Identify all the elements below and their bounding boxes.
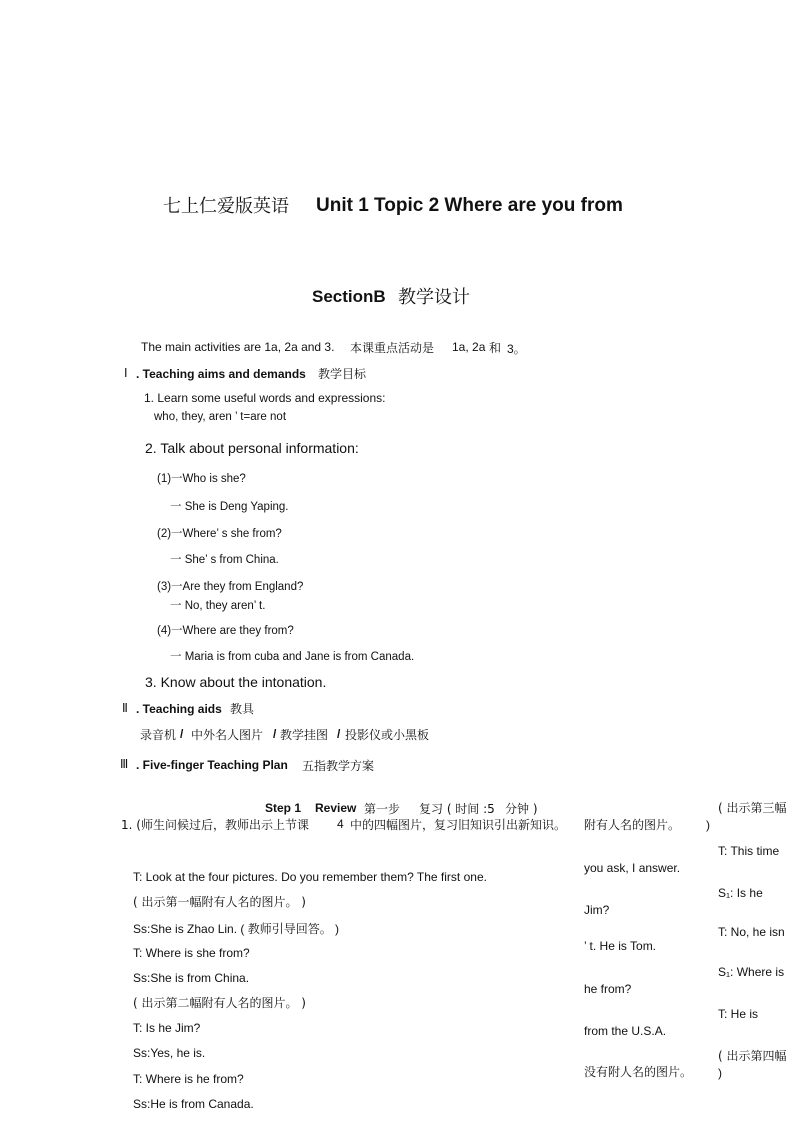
part2-heading-cn: 教具	[230, 702, 255, 716]
intro-items: 1a, 2a	[452, 340, 486, 354]
review-intro-num: 4	[337, 817, 344, 831]
right-line: S₁: Is he	[718, 886, 763, 900]
dialogue-a: 一 No, they aren’ t.	[170, 600, 266, 612]
intro-and: 和	[489, 341, 502, 355]
step1-name: Review	[315, 801, 357, 815]
aid-separator: /	[180, 727, 184, 741]
part1-heading: . Teaching aims and demands	[136, 367, 306, 381]
right-line: S₁: Where is	[718, 965, 785, 979]
part3-num: Ⅲ	[120, 757, 129, 771]
right-paren-close: )	[706, 818, 710, 832]
dialogue-line: T: Look at the four pictures. Do you remember them? The first one.	[133, 870, 487, 884]
dialogue-q: (4)一Where are they from?	[157, 625, 294, 637]
intro-last: 3。	[507, 342, 526, 356]
intro-en: The main activities are 1a, 2a and 3.	[141, 340, 335, 354]
dialogue-line: ( 出示第二幅附有人名的图片。 )	[133, 996, 306, 1010]
mid-line: Jim?	[584, 903, 610, 917]
aid-separator: /	[273, 727, 277, 741]
part1-num: Ⅰ	[124, 366, 128, 380]
dialogue-line: ( 出示第一幅附有人名的图片。 )	[133, 895, 306, 909]
aid-item: 投影仪或小黑板	[345, 728, 430, 742]
aid-item: 教学挂图	[280, 728, 329, 742]
dialogue-a: 一 She’ s from China.	[170, 554, 279, 566]
section-title-cn: 教学设计	[398, 287, 470, 308]
aid-item: 录音机	[140, 728, 177, 742]
mid-line: he from?	[584, 982, 632, 996]
mid-line: you ask, I answer.	[584, 861, 681, 875]
aims-item-1: 1. Learn some useful words and expressions:	[144, 391, 386, 405]
part2-num: Ⅱ	[122, 701, 128, 715]
step1-cn: 第一步	[364, 802, 401, 816]
dialogue-q: (2)一Where’ s she from?	[157, 528, 282, 540]
dialogue-q: (1)一Who is she?	[157, 473, 246, 485]
part1-heading-cn: 教学目标	[318, 367, 367, 381]
dialogue-a: 一 Maria is from cuba and Jane is from Canada.	[170, 651, 415, 663]
step1-time: 复习 ( 时间 :5	[419, 802, 495, 816]
dialogue-line: T: Where is he from?	[133, 1072, 244, 1086]
right-line: T: No, he isn	[718, 925, 785, 939]
dialogue-line: Ss:She is Zhao Lin. ( 教师引导回答。 )	[133, 922, 340, 936]
aims-item-3: 3. Know about the intonation.	[145, 674, 327, 690]
right-line: ( 出示第四幅	[718, 1049, 787, 1063]
aid-separator: /	[337, 727, 341, 741]
intro-cn: 本课重点活动是	[350, 341, 435, 355]
aims-item-1-words: who, they, aren ’ t=are not	[154, 411, 287, 423]
dialogue-line: Ss:She is from China.	[133, 971, 250, 985]
title-en: Unit 1 Topic 2 Where are you from	[316, 195, 623, 216]
part2-heading: . Teaching aids	[136, 702, 222, 716]
dialogue-line: T: Is he Jim?	[133, 1021, 201, 1035]
step1-time-unit: 分钟 )	[505, 802, 538, 816]
dialogue-line: Ss:Yes, he is.	[133, 1046, 206, 1060]
right-line: T: This time	[718, 844, 780, 858]
mid-line: 附有人名的图片。	[584, 818, 681, 832]
dialogue-line: T: Where is she from?	[133, 946, 250, 960]
section-title: SectionB	[312, 287, 386, 306]
part3-heading: . Five-finger Teaching Plan	[136, 758, 288, 772]
right-line: )	[718, 1066, 722, 1080]
part3-heading-cn: 五指教学方案	[302, 759, 375, 773]
mid-line: from the U.S.A.	[584, 1024, 667, 1038]
step1-label: Step 1	[265, 801, 302, 815]
right-line: T: He is	[718, 1007, 759, 1021]
review-intro-rest: 中的四幅图片，复习旧知识引出新知识。	[350, 818, 567, 832]
dialogue-a: 一 She is Deng Yaping.	[170, 501, 289, 513]
mid-line: ’ t. He is Tom.	[584, 939, 657, 953]
aims-item-2: 2. Talk about personal information:	[145, 440, 359, 456]
aid-item: 中外名人图片	[191, 728, 264, 742]
dialogue-q: (3)一Are they from England?	[157, 581, 304, 593]
review-intro: 1. (师生问候过后，教师出示上节课	[121, 818, 309, 832]
mid-line: 没有附人名的图片。	[584, 1065, 693, 1079]
dialogue-line: Ss:He is from Canada.	[133, 1097, 254, 1111]
right-line: ( 出示第三幅	[718, 801, 787, 815]
title-cn-prefix: 七上仁爱版英语	[163, 196, 289, 217]
